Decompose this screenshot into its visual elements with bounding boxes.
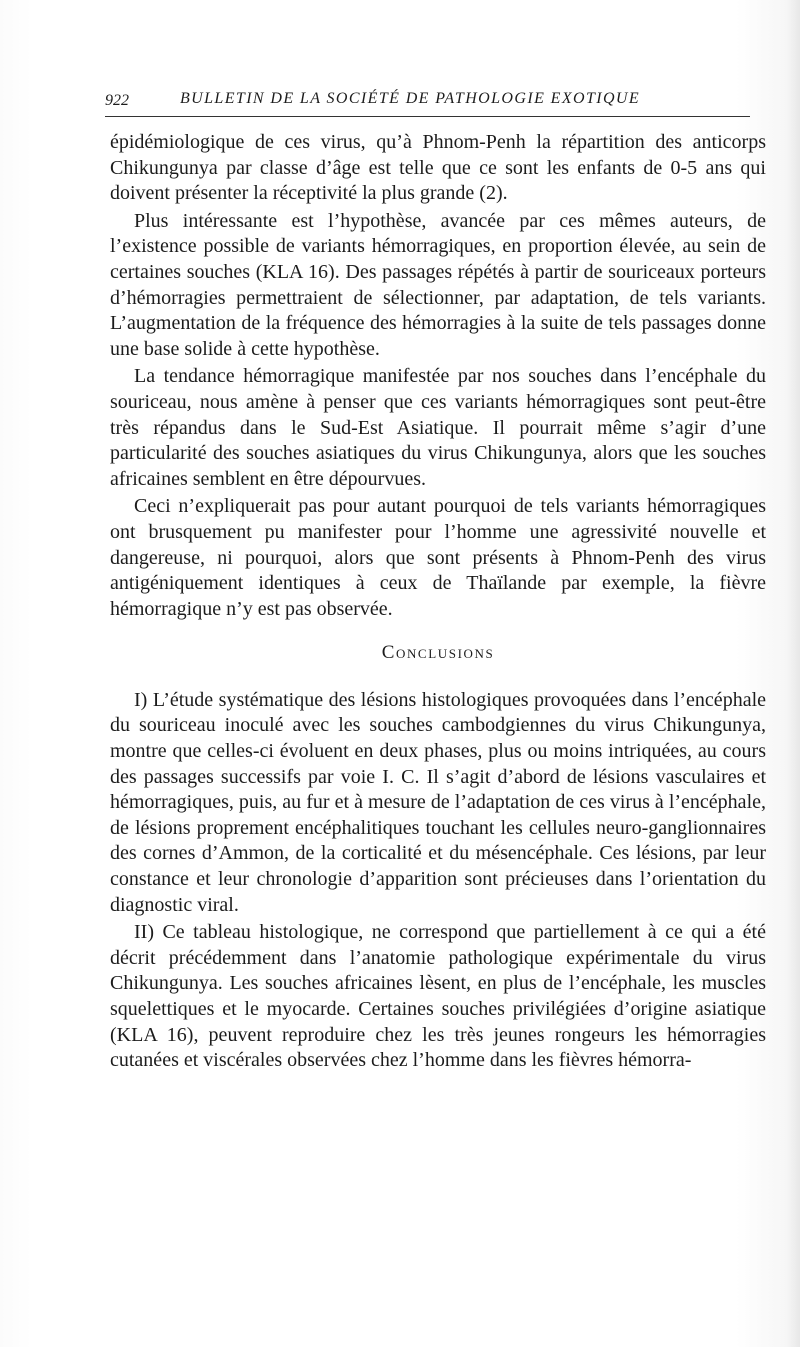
running-title: BULLETIN DE LA SOCIÉTÉ DE PATHOLOGIE EXOTIQUE	[180, 90, 641, 107]
conclusion-2: II) Ce tableau histologique, ne correspond que partiellement à ce qui a été décrit précédemment dans l’anatomie pathologique expérimentale du virus Chikungunya. Les souches africaines lèsent, en plus de l’encéphale, les muscles squelettiques et le myocarde. Certaines souches privilégiées d’origine asiatique (KLA 16), peuvent reproduire chez les très jeunes rongeurs les hémorragies cutanées et viscérales observées chez l’homme dans les fièvres hémorra-	[110, 921, 766, 1072]
conclusions-heading: Conclusions	[381, 642, 495, 664]
running-header	[105, 88, 750, 117]
conclusion-1: I) L’étude systématique des lésions histologiques provoquées dans l’encéphale du souriceau inoculé avec les souches cambodgiennes du virus Chikungunya, montre que celles-ci évoluent en deux phases, plus ou moins intriquées, au cours des passages successifs par voie I. C. Il s’agit d’abord de lésions vasculaires et hémorragiques, puis, au fur et à mesure de l’adaptation de ces virus à l’encéphale, de lésions proprement encéphalitiques touchant les cellules neuro-ganglionnaires des cornes d’Ammon, de la corticalité et du mésencéphale. Ces lésions, par leur constance et leur chronologie d’apparition sont précieuses dans l’orientation du diagnostic viral.	[110, 688, 766, 916]
paragraph-3: La tendance hémorragique manifestée par nos souches dans l’encéphale du souriceau, nous amène à penser que ces variants hémorragiques sont peut-être très répandus dans le Sud-Est Asiatique. Il pourrait même s’agir d’une particularité des souches asiatiques du virus Chikungunya, alors que les souches africaines semblent en être dépourvues.	[110, 365, 766, 490]
body-text	[110, 130, 766, 1076]
page-binding-shadow	[786, 0, 800, 1347]
paragraph-2: Plus intéressante est l’hypothèse, avancée par ces mêmes auteurs, de l’existence possible de variants hémorragiques, en proportion élevée, au sein de certaines souches (KLA 16). Des passages répétés à partir de souriceaux porteurs d’hémorragies permettraient de sélectionner, par adaptation, de tels variants. L’augmentation de la fréquence des hémorragies à la suite de tels passages donne une base solide à cette hypothèse.	[110, 209, 766, 360]
page-number: 922	[105, 92, 129, 109]
paragraph-4: Ceci n’expliquerait pas pour autant pourquoi de tels variants hémorragiques ont brusquement pu manifester pour l’homme une agressivité nouvelle et dangereuse, ni pourquoi, alors que sont présents à Phnom-Penh des virus antigéniquement identiques à ceux de Thaïlande par exemple, la fièvre hémorragique n’y est pas observée.	[110, 495, 766, 620]
paragraph-1: épidémiologique de ces virus, qu’à Phnom-Penh la répartition des anticorps Chikungunya par classe d’âge est telle que ce sont les enfants de 0-5 ans qui doivent présenter la réceptivité la plus grande (2).	[110, 131, 766, 205]
